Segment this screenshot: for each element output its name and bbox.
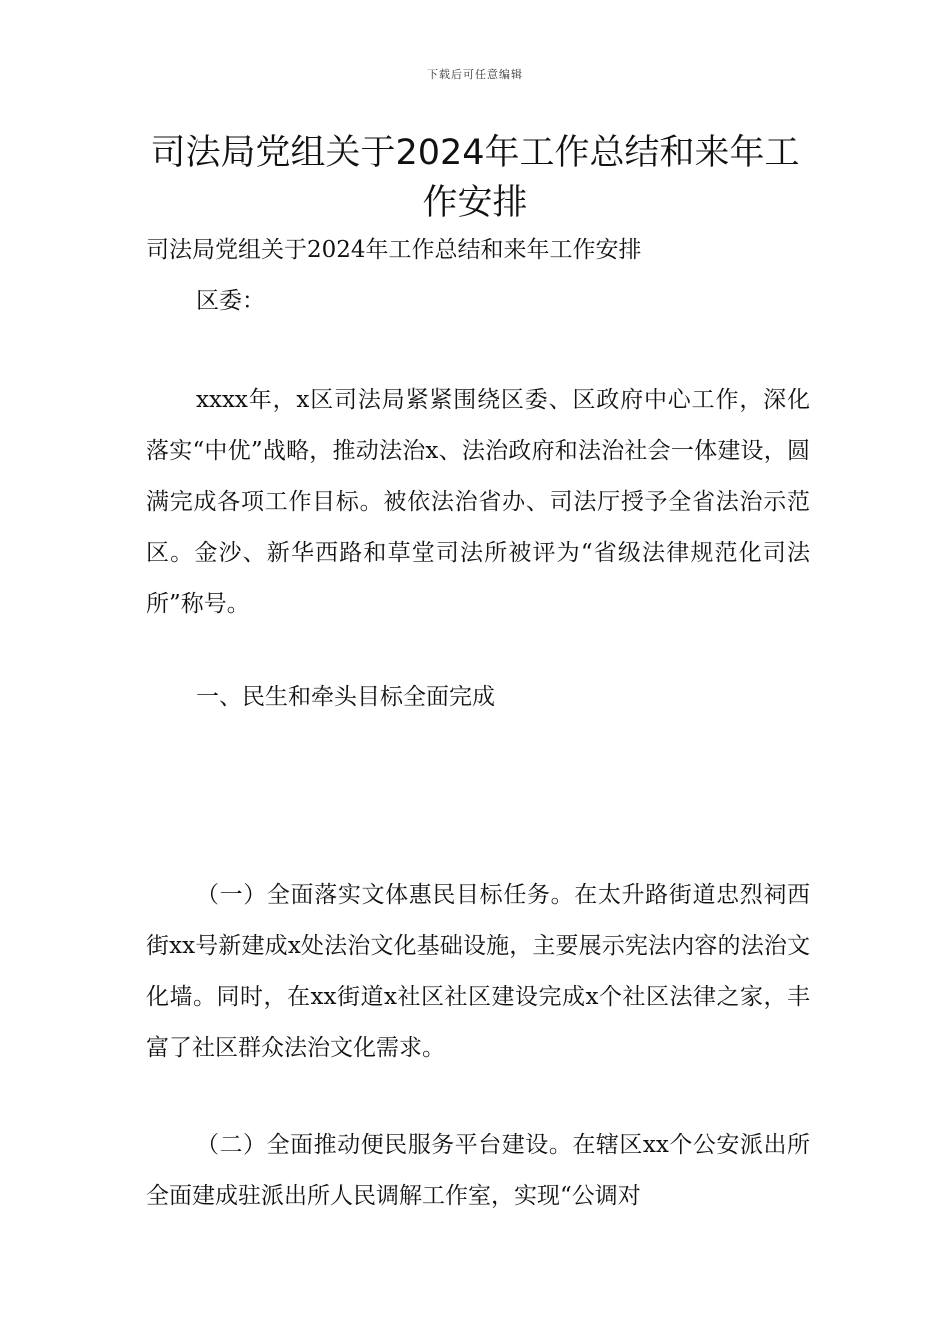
item-one-paragraph: （一）全面落实文体惠民目标任务。在太升路街道忠烈祠西街xx号新建成x处法治文化基础设施，主要展示宪法内容的法治文化墙。同时，在xx街道x社区社区建设完成x个社区法律之家，丰富了社区群众法治文化需求。: [146, 882, 810, 1061]
document-title: 司法局党组关于2024年工作总结和来年工作安排: [150, 133, 800, 223]
salutation: 区委：: [196, 288, 265, 314]
header-note: 下载后可任意编辑: [427, 68, 523, 81]
intro-paragraph: xxxx年，x区司法局紧紧围绕区委、区政府中心工作，深化落实“中优”战略，推动法治x、法治政府和法治社会一体建设，圆满完成各项工作目标。被依法治省办、司法厅授予全省法治示范区。金沙、新华西路和草堂司法所被评为“省级法律规范化司法所”称号。: [146, 387, 810, 617]
document-subtitle-line: 司法局党组关于2024年工作总结和来年工作安排: [146, 237, 642, 263]
item-two-paragraph: （二）全面推动便民服务平台建设。在辖区xx个公安派出所全面建成驻派出所人民调解工作室，实现“公调对: [146, 1132, 810, 1209]
section-heading-one: 一、民生和牵头目标全面完成: [196, 684, 495, 710]
